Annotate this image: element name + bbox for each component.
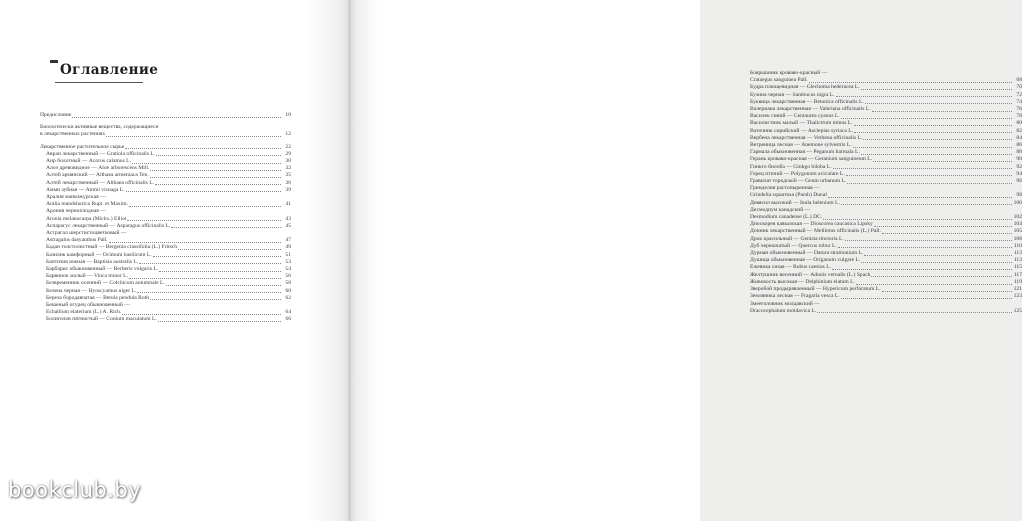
toc-entry xyxy=(40,131,291,138)
toc-entry-page: 41 xyxy=(285,201,291,208)
toc-entry-title: Буквица лекарственная — Betonica officinalis L. xyxy=(750,98,864,105)
toc-entry-title: Биологически активные вещества, содержащиеся xyxy=(40,124,159,131)
toc-entry xyxy=(750,214,1022,221)
toc-entry xyxy=(40,201,291,208)
dot-leader xyxy=(122,314,281,315)
dot-leader xyxy=(841,204,1012,205)
toc-entry-page: 113 xyxy=(1013,250,1022,257)
toc-entry-title: Боярышник кроваво-красный — xyxy=(750,70,828,76)
toc-entry-title: Валериана лекарственная — Valeriana officinalis L. xyxy=(750,106,871,113)
toc-entry-page: 43 xyxy=(285,215,291,222)
toc-entry xyxy=(40,187,291,194)
toc-entry-title: Будра плющевидная — Glechoma hederacea L. xyxy=(750,84,860,91)
toc-entry xyxy=(40,288,291,295)
toc-entry-title: Зверобой продырявленный — Hypericum perforatum L. xyxy=(750,286,881,293)
toc-entry-title: Предисловие xyxy=(40,112,72,118)
toc-entry-title: Земляника лесная — Fragaria vesca L. xyxy=(750,293,840,300)
dot-leader xyxy=(166,285,281,286)
toc-entry xyxy=(750,279,1022,286)
toc-entry-title: Горец птичий — Polygonum aviculare L. xyxy=(750,170,845,177)
toc-entry xyxy=(750,164,1022,171)
toc-entry-page: 39 xyxy=(285,186,291,193)
right-page xyxy=(351,0,1022,521)
toc-entry-title: Аралия маньчжурская — xyxy=(46,194,106,201)
toc-entry xyxy=(40,223,291,230)
toc-entry-page: 62 xyxy=(285,294,291,301)
toc-entry xyxy=(750,308,1022,315)
toc-entry-title: Aronia melanocarpa (Michx.) Elliot xyxy=(46,215,127,222)
dot-leader xyxy=(832,269,1012,270)
toc-entry-title: Желтушник весенний — Adonis vernalis (L.) Spach xyxy=(750,271,871,278)
toc-entry xyxy=(40,180,291,187)
toc-entry xyxy=(40,172,291,179)
dot-leader xyxy=(854,132,1012,133)
dot-leader xyxy=(129,278,281,279)
toc-entry-page: 84 xyxy=(1016,134,1022,141)
dot-leader xyxy=(125,148,281,149)
left-page xyxy=(0,0,349,521)
toc-entry xyxy=(750,301,1022,308)
dot-leader xyxy=(856,284,1012,285)
toc-entry-page: 70 xyxy=(1016,84,1022,91)
toc-entry-page: 74 xyxy=(1016,98,1022,105)
toc-entry-title: Василек синий — Centaurea cyanus L. xyxy=(750,113,840,120)
toc-entry xyxy=(750,120,1022,127)
toc-entry-title: в лекарственных растениях xyxy=(40,131,106,138)
dot-leader xyxy=(882,233,1012,234)
toc-entry-title: Баптизия южная — Baptisia australis L. xyxy=(46,258,139,265)
toc-entry-page: 54 xyxy=(285,266,291,273)
toc-entry-page: 102 xyxy=(1013,214,1022,221)
toc-entry-page: 66 xyxy=(285,316,291,323)
toc-entry-title: Герань кроваво-красная — Geranium sanguineum L. xyxy=(750,156,873,163)
toc-list-left xyxy=(40,112,291,324)
toc-entry xyxy=(40,208,291,215)
toc-entry-page: 82 xyxy=(1016,127,1022,134)
toc-entry-title: Ежевика сизая — Rubus caesius L. xyxy=(750,264,832,271)
dot-leader xyxy=(156,155,281,156)
toc-entry-title: Алтей армянский — Althaea armeniaca Ten. xyxy=(46,172,149,179)
dot-leader xyxy=(873,161,1012,162)
dot-leader xyxy=(72,117,281,118)
dot-leader xyxy=(159,271,281,272)
toc-entry-title: Арония черноплодная — xyxy=(46,208,106,215)
toc-entry xyxy=(750,128,1022,135)
toc-entry-title: Душица обыкновенная — Origanum vulgare L. xyxy=(750,257,861,264)
toc-entry-title: Гинкго билоба — Ginkgo biloba L. xyxy=(750,163,832,170)
dot-leader xyxy=(864,255,1012,256)
toc-entry-page: 32 xyxy=(285,165,291,172)
toc-entry xyxy=(40,216,291,223)
toc-entry-title: Бадан толстолистный — Bergenia crassifolia (L.) Fritsch xyxy=(46,244,178,251)
toc-entry xyxy=(40,259,291,266)
dot-leader xyxy=(171,227,281,228)
toc-entry xyxy=(40,295,291,302)
toc-entry-page: 105 xyxy=(1013,228,1022,235)
toc-entry-page: 121 xyxy=(1013,286,1022,293)
dot-leader xyxy=(861,262,1012,263)
dot-leader xyxy=(874,226,1012,227)
toc-entry-page: 88 xyxy=(1016,149,1022,156)
toc-entry-page: 30 xyxy=(285,158,291,165)
toc-entry-page: 96 xyxy=(1016,178,1022,185)
toc-entry-page: 45 xyxy=(285,222,291,229)
toc-entry-title: Астрагал шерстистоцветковый — xyxy=(46,230,127,237)
dot-leader xyxy=(838,247,1012,248)
toc-entry xyxy=(750,228,1022,235)
toc-entry xyxy=(750,135,1022,142)
toc-entry xyxy=(750,171,1022,178)
toc-entry-title: Аспарагус лекарственный — Asparagus officinalis L. xyxy=(46,222,171,229)
toc-entry-title: Болиголов пятнистый — Conium maculatum L. xyxy=(46,316,157,323)
toc-entry-page: 56 xyxy=(285,273,291,280)
dot-leader xyxy=(841,118,1012,119)
toc-entry xyxy=(750,99,1022,106)
toc-entry-title: Бешеный огурец обыкновенный — xyxy=(46,302,130,309)
toc-entry-title: Ветреница лесная — Anemone sylvestris L. xyxy=(750,142,852,149)
toc-entry xyxy=(750,236,1022,243)
dot-leader xyxy=(841,298,1012,299)
toc-entry xyxy=(750,77,1022,84)
toc-entry-title: Ecballium elaterium (L.) A. Rich. xyxy=(46,309,122,316)
toc-entry-page: 29 xyxy=(285,150,291,157)
dot-leader xyxy=(823,219,1012,220)
dot-leader xyxy=(853,147,1012,148)
toc-entry-page: 100 xyxy=(1013,199,1022,206)
toc-entry-page: 10 xyxy=(285,112,291,118)
toc-entry-page: 117 xyxy=(1013,271,1022,278)
toc-entry-title: Десмодиум канадский — xyxy=(750,206,811,213)
toc-entry xyxy=(40,144,291,151)
toc-entry xyxy=(750,286,1022,293)
dot-leader xyxy=(178,249,281,250)
toc-entry-title: Astragalus dasyanthus Pall. xyxy=(46,237,108,244)
dot-leader xyxy=(836,96,1012,97)
toc-list-right xyxy=(750,70,1022,315)
toc-entry-page: 76 xyxy=(1016,106,1022,113)
toc-entry-page: 22 xyxy=(285,143,291,150)
toc-entry xyxy=(750,243,1022,250)
dot-leader xyxy=(828,197,1012,198)
dot-leader xyxy=(817,312,1012,313)
dot-leader xyxy=(871,276,1012,277)
dot-leader xyxy=(132,163,281,164)
toc-entry-title: Живокость высокая — Delphinium elatum L. xyxy=(750,278,855,285)
toc-entry xyxy=(40,124,291,131)
page-title: Оглавление xyxy=(60,62,159,78)
toc-entry-title: Василистник малый — Thalictrum minus L. xyxy=(750,120,853,127)
toc-entry-page: 80 xyxy=(1016,120,1022,127)
toc-entry-title: Grindelia squarrosa (Pursh) Dunal xyxy=(750,192,827,199)
toc-entry-page: 35 xyxy=(285,172,291,179)
toc-entry-title: Безвременник осенний — Colchicum autumnale L. xyxy=(46,280,165,287)
toc-entry-page: 51 xyxy=(285,251,291,258)
dot-leader xyxy=(109,242,281,243)
dot-leader xyxy=(847,183,1012,184)
toc-entry xyxy=(750,272,1022,279)
dot-leader xyxy=(139,263,281,264)
toc-entry-title: Барбарис обыкновенный — Berberis vulgaris L. xyxy=(46,266,159,273)
toc-entry-page: 64 xyxy=(285,309,291,316)
toc-entry xyxy=(750,149,1022,156)
toc-entry xyxy=(750,84,1022,91)
toc-entry-title: Ваточник сирийский — Asclepias syriaca L. xyxy=(750,127,854,134)
toc-entry-title: Гармала обыкновенная — Peganum harmala L. xyxy=(750,149,860,156)
toc-entry xyxy=(750,200,1022,207)
toc-entry-title: Барвинок малый — Vinca minor L. xyxy=(46,273,128,280)
dot-leader xyxy=(106,136,281,137)
toc-entry-page: 60 xyxy=(285,287,291,294)
toc-entry-title: Aralia mandshurica Rupr. et Maxim. xyxy=(46,201,129,208)
toc-entry-page: 86 xyxy=(1016,142,1022,149)
toc-entry-title: Бузина черная — Sambucus nigra L. xyxy=(750,91,835,98)
toc-entry xyxy=(40,252,291,259)
dot-leader xyxy=(845,240,1012,241)
toc-entry-title: Береза бородавчатая — Betula pendula Roth xyxy=(46,294,150,301)
dot-leader xyxy=(882,291,1012,292)
dot-leader xyxy=(861,89,1012,90)
toc-entry-page: 49 xyxy=(285,244,291,251)
toc-entry-page: 90 xyxy=(1016,156,1022,163)
toc-entry xyxy=(40,151,291,158)
dot-leader xyxy=(854,125,1012,126)
title-ornament xyxy=(50,60,58,63)
toc-entry-title: Лекарственное растительное сырье xyxy=(40,143,125,150)
toc-entry-page: 58 xyxy=(285,280,291,287)
toc-entry xyxy=(750,156,1022,163)
toc-entry xyxy=(750,207,1022,214)
toc-entry-title: Аир болотный — Acorus calamus L. xyxy=(46,158,131,165)
toc-entry-title: Девясил высокий — Inula helenium L. xyxy=(750,199,840,206)
dot-leader xyxy=(150,177,281,178)
toc-entry xyxy=(40,112,291,119)
toc-entry-title: Белена черная — Hyoscyamus niger L. xyxy=(46,287,137,294)
toc-entry-page: 123 xyxy=(1013,293,1022,300)
dot-leader xyxy=(865,103,1012,104)
toc-entry-title: Базилик камфорный — Ocimum basilicum L. xyxy=(46,251,152,258)
toc-entry-title: Desmodium canadense (L.) DC. xyxy=(750,214,823,221)
toc-entry-title: Алтей лекарственный — Althaea officinalis L. xyxy=(46,179,155,186)
toc-entry-page: 53 xyxy=(285,258,291,265)
toc-entry-title: Гравилат городской — Geum urbanum L. xyxy=(750,178,847,185)
toc-entry xyxy=(40,230,291,237)
toc-entry-title: Донник лекарственный — Melilotus officinalis (L.) Pall. xyxy=(750,228,881,235)
dot-leader xyxy=(137,292,281,293)
site-watermark: bookclub.by xyxy=(8,478,142,502)
toc-entry-title: Авран лекарственный — Gratiola officinalis L. xyxy=(46,150,156,157)
dot-leader xyxy=(127,220,281,221)
toc-entry-title: Crataegus sanguinea Pall. xyxy=(750,77,808,84)
dot-leader xyxy=(150,299,281,300)
toc-entry xyxy=(750,70,1022,77)
toc-entry-page: 78 xyxy=(1016,113,1022,120)
toc-entry-page: 108 xyxy=(1013,235,1022,242)
toc-entry-title: Гринделия растопыренная — xyxy=(750,185,820,192)
dot-leader xyxy=(833,168,1012,169)
toc-entry-title: Вербена лекарственная — Verbena officinalis L. xyxy=(750,134,863,141)
toc-entry xyxy=(40,244,291,251)
dot-leader xyxy=(155,184,281,185)
toc-entry-title: Dracocephalum moldavica L. xyxy=(750,307,817,314)
toc-entry xyxy=(750,92,1022,99)
toc-entry-title: Дуб черешчатый — Quercus robur L. xyxy=(750,242,837,249)
toc-entry xyxy=(750,293,1022,300)
dot-leader xyxy=(861,154,1012,155)
toc-entry xyxy=(40,158,291,165)
toc-entry-page: 115 xyxy=(1013,264,1022,271)
dot-leader xyxy=(126,191,281,192)
title-underline xyxy=(55,82,143,83)
toc-entry-page: 110 xyxy=(1013,242,1022,249)
toc-entry xyxy=(750,257,1022,264)
toc-entry xyxy=(750,192,1022,199)
toc-entry-page: 104 xyxy=(1013,221,1022,228)
toc-entry xyxy=(750,264,1022,271)
toc-entry-page: 98 xyxy=(1016,192,1022,199)
dot-leader xyxy=(129,206,281,207)
toc-entry-title: Диоскорея кавказская — Dioscorea caucasica Lipsky xyxy=(750,221,873,228)
dot-leader xyxy=(863,139,1012,140)
toc-entry xyxy=(40,280,291,287)
toc-entry-page: 47 xyxy=(285,237,291,244)
toc-entry xyxy=(40,194,291,201)
toc-entry xyxy=(750,178,1022,185)
toc-entry-page: 92 xyxy=(1016,163,1022,170)
toc-entry-page: 36 xyxy=(285,179,291,186)
dot-leader xyxy=(153,256,281,257)
toc-entry-page: 12 xyxy=(285,131,291,138)
toc-entry-title: Змееголовник молдавский — xyxy=(750,300,820,307)
dot-leader xyxy=(809,82,1012,83)
toc-entry-title: Амми зубная — Ammi visnaga L. xyxy=(46,186,125,193)
toc-entry-page: 125 xyxy=(1013,307,1022,314)
toc-entry-title: Алоэ древовидное — Aloe arborescens Mill. xyxy=(46,165,150,172)
toc-entry xyxy=(40,316,291,323)
toc-entry-page: 119 xyxy=(1013,278,1022,285)
dot-leader xyxy=(846,175,1012,176)
toc-entry-page: 72 xyxy=(1016,91,1022,98)
toc-entry-title: Дурман обыкновенный — Datura stramonium L. xyxy=(750,250,864,257)
toc-entry-page: 94 xyxy=(1016,170,1022,177)
dot-leader xyxy=(872,111,1012,112)
toc-entry-title: Дрок красильный — Genista tinctoria L. xyxy=(750,235,844,242)
dot-leader xyxy=(150,170,281,171)
toc-entry-page: 113 xyxy=(1013,257,1022,264)
dot-leader xyxy=(158,321,281,322)
toc-entry-page: 68 xyxy=(1016,77,1022,84)
